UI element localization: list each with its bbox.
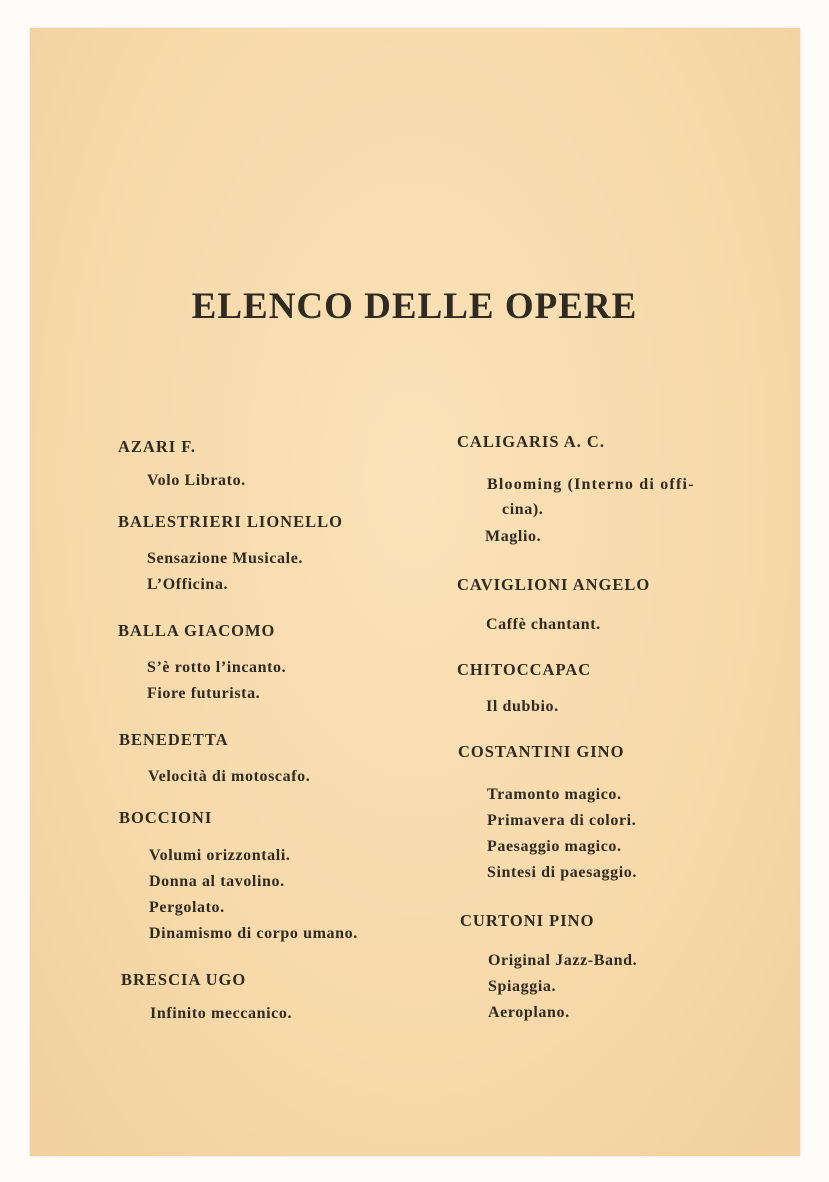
work-title: Spiaggia. xyxy=(488,978,557,995)
work-title: Dinamismo di corpo umano. xyxy=(149,925,358,942)
artist-name: CURTONI PINO xyxy=(460,911,595,930)
artist-name: CAVIGLIONI ANGELO xyxy=(457,575,651,594)
work-title: Sintesi di paesaggio. xyxy=(487,864,637,881)
artist-name: BRESCIA UGO xyxy=(121,970,247,989)
work-title: Aeroplano. xyxy=(488,1004,570,1021)
work-title: Fiore futurista. xyxy=(147,685,261,702)
artist-name: BENEDETTA xyxy=(119,730,229,749)
artist-name: BALESTRIERI LIONELLO xyxy=(118,512,343,531)
work-title: L’Officina. xyxy=(147,576,229,593)
work-title: Volumi orizzontali. xyxy=(149,847,291,864)
work-title: Paesaggio magico. xyxy=(487,838,622,855)
work-title: Original Jazz-Band. xyxy=(488,952,638,969)
work-title: Pergolato. xyxy=(149,899,225,916)
work-title: Caffè chantant. xyxy=(486,616,601,633)
artist-name: COSTANTINI GINO xyxy=(458,742,625,761)
page-title: ELENCO DELLE OPERE xyxy=(191,286,638,327)
work-title: Primavera di colori. xyxy=(487,812,637,829)
artist-name: BOCCIONI xyxy=(119,808,213,827)
artist-name: BALLA GIACOMO xyxy=(118,621,276,640)
work-title: cina). xyxy=(502,501,544,518)
work-title: Volo Librato. xyxy=(147,472,246,489)
work-title: Donna al tavolino. xyxy=(149,873,285,890)
artist-name: AZARI F. xyxy=(118,437,196,456)
artist-name: CHITOCCAPAC xyxy=(457,660,592,679)
work-title: Tramonto magico. xyxy=(487,786,622,803)
work-title: S’è rotto l’incanto. xyxy=(147,659,287,676)
work-title: Maglio. xyxy=(485,528,542,545)
work-title: Infinito meccanico. xyxy=(150,1005,293,1022)
artist-name: CALIGARIS A. C. xyxy=(457,432,605,451)
work-title: Il dubbio. xyxy=(486,698,559,715)
work-title: Sensazione Musicale. xyxy=(147,550,303,567)
work-title: Blooming (Interno di offi- xyxy=(487,476,695,493)
work-title: Velocità di motoscafo. xyxy=(148,768,311,785)
